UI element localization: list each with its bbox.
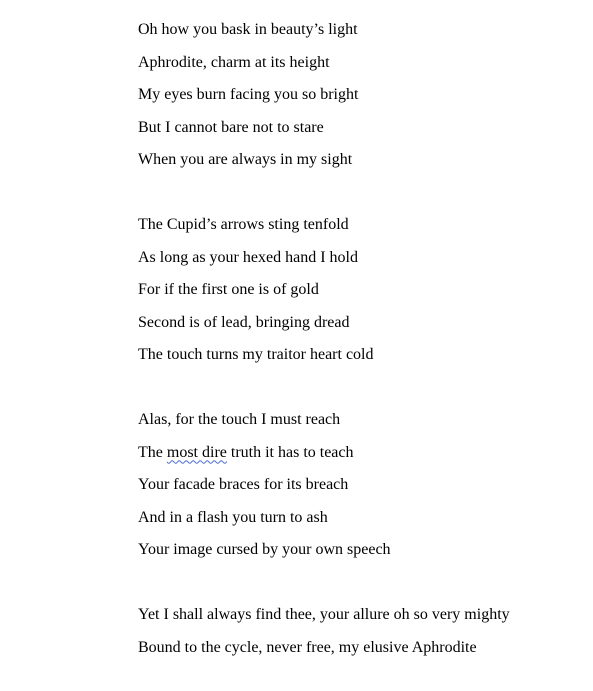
poem-line: Yet I shall always find thee, your allure oh so very mighty <box>138 606 510 623</box>
poem-line: Your facade braces for its breach <box>138 476 349 493</box>
poem-line: As long as your hexed hand I hold <box>138 248 358 266</box>
stanza-1 <box>138 14 510 177</box>
spellcheck-flagged-phrase[interactable]: most dire <box>166 443 227 461</box>
poem-line: Your image cursed by your own speech <box>138 541 391 558</box>
poem-line: When you are always in my sight <box>138 151 353 168</box>
poem-line: But I cannot bare not to stare <box>138 118 324 136</box>
line-text: The <box>138 443 167 461</box>
poem-line: The Cupid’s arrows sting tenfold <box>138 216 349 233</box>
stanza-3 <box>138 404 510 567</box>
poem-line <box>138 437 510 470</box>
poem <box>138 14 510 664</box>
poem-line: Oh how you bask in beauty’s light <box>138 21 358 38</box>
poem-line: Alas, for the touch I must reach <box>138 411 341 428</box>
poem-line: The touch turns my traitor heart cold <box>138 346 374 363</box>
poem-line: For if the first one is of gold <box>138 281 319 298</box>
stanza-4 <box>138 599 510 664</box>
stanza-2 <box>138 209 510 372</box>
poem-line: Aphrodite, charm at its height <box>138 53 330 71</box>
poem-line: And in a flash you turn to ash <box>138 508 328 526</box>
poem-line: Bound to the cycle, never free, my elusive Aphrodite <box>138 638 477 656</box>
poem-line: My eyes burn facing you so bright <box>138 86 359 103</box>
line-text: truth it has to teach <box>226 443 354 461</box>
poem-line: Second is of lead, bringing dread <box>138 313 350 331</box>
